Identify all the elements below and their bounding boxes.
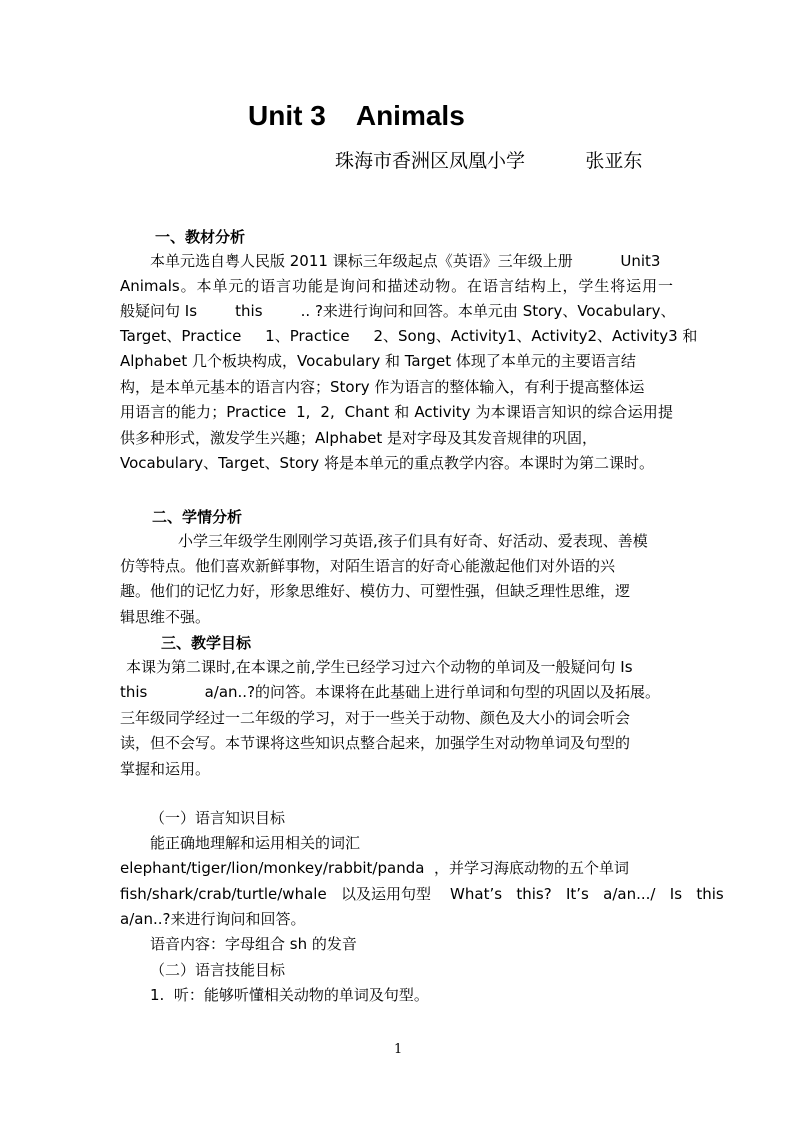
paragraph-line: 用语言的能力；Practice 1, 2, Chant 和 Activity 为本课语言知识的综合运用提 [120,403,673,421]
paragraph-line: Target、Practice 1、Practice 2、Song、Activity1、Activity2、Activity3 和 [120,327,698,345]
paragraph-line: 语音内容：字母组合 sh 的发音 [150,935,357,953]
section-heading-student-analysis: 二、学情分析 [152,508,243,526]
paragraph-line: 趣。他们的记忆力好，形象思维好、模仿力、可塑性强，但缺乏理性思维，逻 [120,582,631,600]
paragraph-line: 本单元选自粤人民版 2011 课标三年级起点《英语》三年级上册 Unit3 [150,252,661,270]
paragraph-line: elephant/tiger/lion/monkey/rabbit/panda ，并学习海底动物的五个单词 [120,859,629,877]
paragraph-line: 般疑问句 Is this .. ?来进行询问和回答。本单元由 Story、Vocabulary、 [120,302,676,320]
paragraph-line: Alphabet 几个板块构成，Vocabulary 和 Target 体现了本单元的主要语言结 [120,352,636,370]
paragraph-line: Vocabulary、Target、Story 将是本单元的重点教学内容。本课时为第二课时。 [120,454,654,472]
paragraph-line: a/an..?来进行询问和回答。 [120,910,306,928]
paragraph-line: Animals。本单元的语言功能是询问和描述动物。在语言结构上，学生将运用一 [120,277,673,295]
paragraph-line: this a/an..?的问答。本课将在此基础上进行单词和句型的巩固以及拓展。 [120,683,661,701]
paragraph-line: 读，但不会写。本节课将这些知识点整合起来，加强学生对动物单词及句型的 [120,734,631,752]
paragraph-line: 仿等特点。他们喜欢新鲜事物，对陌生语言的好奇心能激起他们对外语的兴 [120,557,616,575]
paragraph-line: 1. 听：能够听懂相关动物的单词及句型。 [150,986,429,1004]
paragraph-line: fish/shark/crab/turtle/whale 以及运用句型 What’s this? It’s a/an.../ Is this [120,885,724,903]
page-number: 1 [394,1042,403,1057]
paragraph-line: 能正确地理解和运用相关的词汇 [150,834,361,852]
paragraph-line: 辑思维不强。 [120,608,211,626]
author-line: 珠海市香洲区凤凰小学 张亚东 [335,150,643,172]
paragraph-line: 构，是本单元基本的语言内容；Story 作为语言的整体输入，有利于提高整体运 [120,378,645,396]
paragraph-line: 本课为第二课时,在本课之前,学生已经学习过六个动物的单词及一般疑问句 Is [126,658,633,676]
section-heading-textbook-analysis: 一、教材分析 [155,228,246,246]
paragraph-line: 供多种形式，激发学生兴趣；Alphabet 是对字母及其发音规律的巩固， [120,429,598,447]
paragraph-line: 掌握和运用。 [120,760,211,778]
document-title: Unit 3 Animals [248,100,465,131]
subheading-language-knowledge: （一）语言知识目标 [150,809,286,827]
paragraph-line: 三年级同学经过一二年级的学习，对于一些关于动物、颜色及大小的词会听会 [120,709,631,727]
paragraph-line: 小学三年级学生刚刚学习英语,孩子们具有好奇、好活动、爱表现、善模 [178,532,648,550]
subheading-language-skills: （二）语言技能目标 [150,961,286,979]
section-heading-teaching-objectives: 三、教学目标 [161,634,252,652]
